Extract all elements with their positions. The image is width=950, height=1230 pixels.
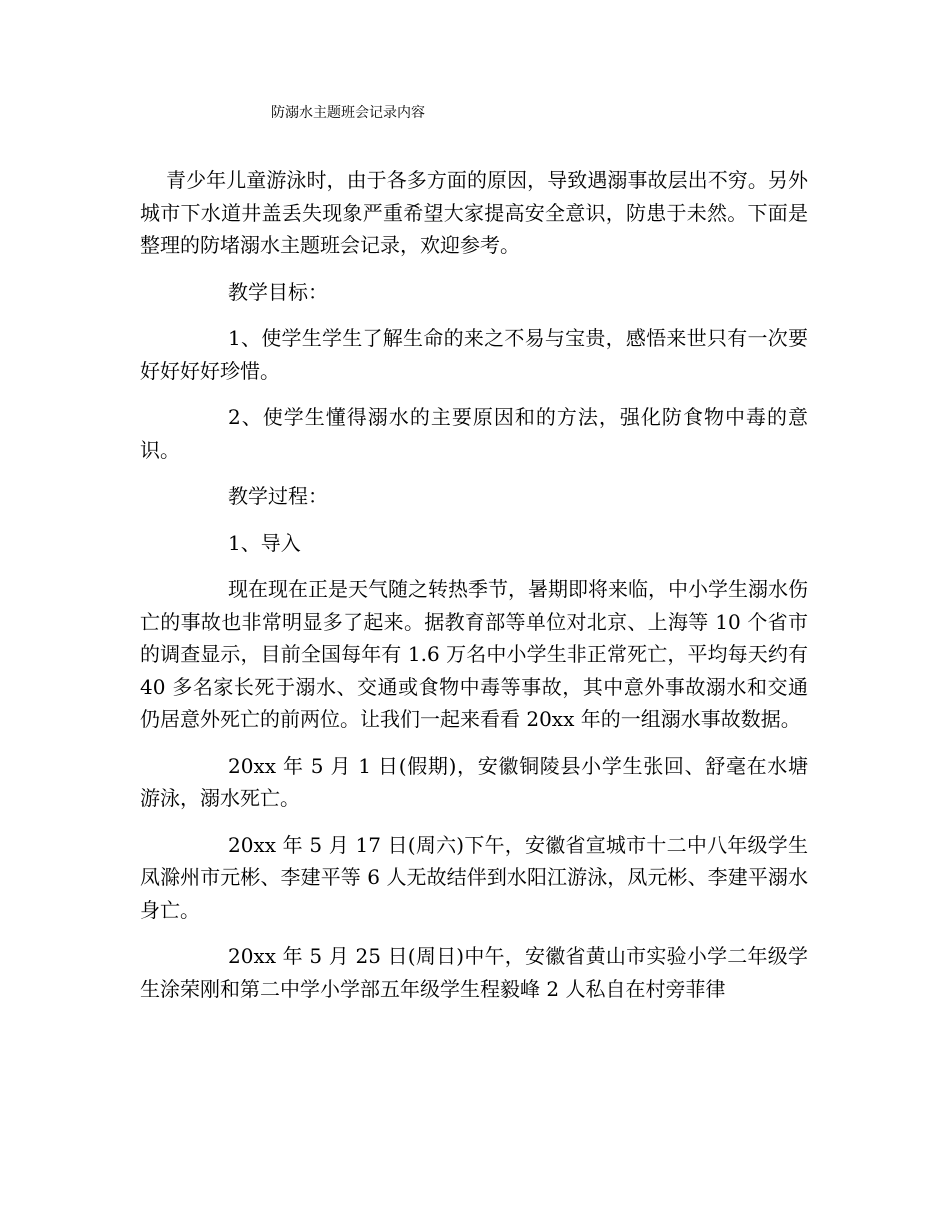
- lead-in-paragraph: 现在现在正是天气随之转热季节，暑期即将来临，中小学生溺水伤亡的事故也非常明显多了起来。据教育部等单位对北京、上海等 10 个省市的调查显示，目前全国每年有 1.6 万名中小学生非正常死亡，平均每天约有 40 多名家长死于溺水、交通或食物中毒等事故，其中意外事故溺水和交通仍居意外死亡的前两位。让我们一起来看看 20xx 年的一组溺水事故数据。: [140, 577, 808, 731]
- accident-case-3: 20xx 年 5 月 25 日(周日)中午，安徽省黄山市实验小学二年级学生涂荣刚和第二中学小学部五年级学生程毅峰 2 人私自在村旁菲律: [140, 944, 808, 1001]
- accident-case-2: 20xx 年 5 月 17 日(周六)下午，安徽省宣城市十二中八年级学生凤滁州市元彬、李建平等 6 人无故结伴到水阳江游泳，凤元彬、李建平溺水身亡。: [140, 832, 808, 922]
- document-body: [140, 164, 808, 1019]
- accident-case-1: 20xx 年 5 月 1 日(假期)，安徽铜陵县小学生张回、舒毫在水塘游泳，溺水死亡。: [140, 753, 808, 810]
- goal-item-2: 2、使学生懂得溺水的主要原因和的方法，强化防食物中毒的意识。: [140, 405, 808, 462]
- goal-item-1: 1、使学生学生了解生命的来之不易与宝贵，感悟来世只有一次要好好好好珍惜。: [140, 326, 808, 383]
- document-title: 防溺水主题班会记录内容: [271, 105, 425, 121]
- process-step-1: 1、导入: [228, 530, 301, 555]
- intro-paragraph: 青少年儿童游泳时，由于各多方面的原因，导致遇溺事故层出不穷。另外城市下水道井盖丢失现象严重希望大家提高安全意识，防患于未然。下面是整理的防堵溺水主题班会记录，欢迎参考。: [140, 168, 808, 257]
- teaching-process-heading: 教学过程：: [228, 484, 328, 508]
- teaching-goals-heading: 教学目标：: [228, 279, 328, 304]
